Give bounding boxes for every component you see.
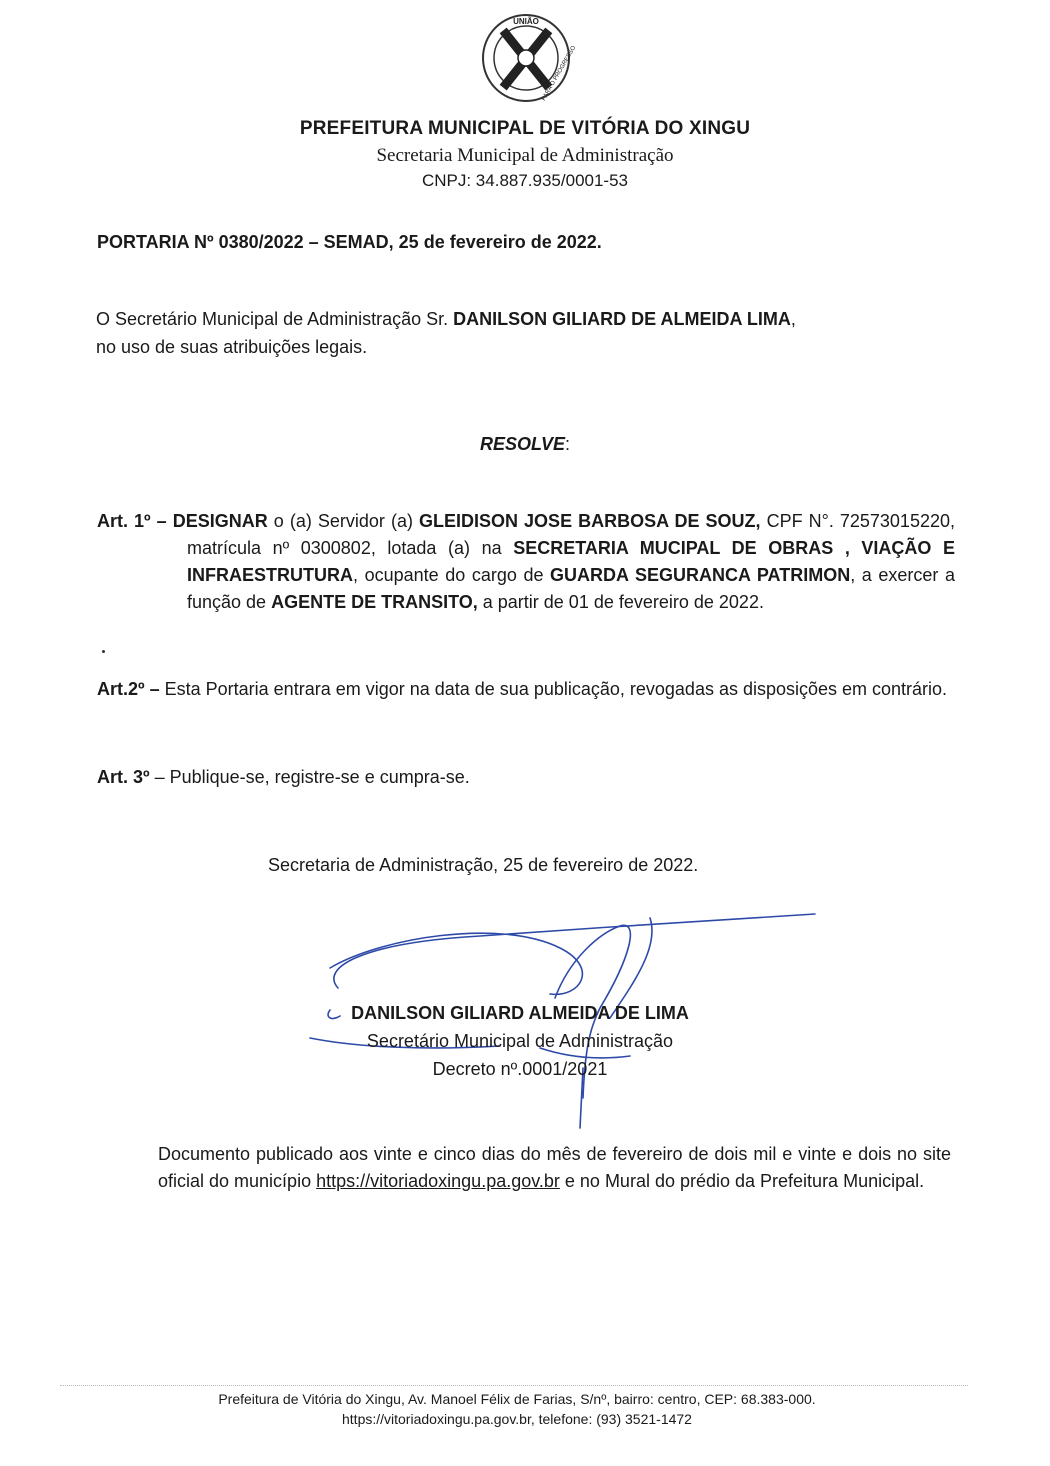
publication-note	[158, 1141, 951, 1195]
header-subtitle: Secretaria Municipal de Administração	[376, 145, 674, 166]
article-3-label: Art. 3º	[97, 767, 150, 787]
intro-name: DANILSON GILIARD DE ALMEIDA LIMA	[453, 309, 791, 329]
article-1-text-3: , ocupante do cargo de	[353, 565, 551, 585]
article-2-label: Art.2º –	[97, 679, 160, 699]
resolve-heading	[0, 434, 1050, 455]
signer-decree: Decreto nº.0001/2021	[432, 1059, 608, 1079]
publication-text-2: e no Mural do prédio da Prefeitura Municipal.	[559, 1171, 925, 1191]
resolve-colon: :	[565, 434, 571, 454]
signer-name: DANILSON GILIARD ALMEIDA DE LIMA	[351, 1003, 689, 1023]
publication-link[interactable]: https://vitoriadoxingu.pa.gov.br	[316, 1171, 560, 1191]
municipal-seal	[480, 12, 578, 104]
publication-text-1: Documento publicado aos vinte e cinco dias do mês de fevereiro de dois mil e vinte e dois no site oficial do município	[158, 1144, 951, 1191]
place-date: Secretaria de Administração, 25 de fevereiro de 2022.	[268, 855, 699, 875]
article-1-role: GUARDA SEGURANCA PATRIMON	[550, 565, 851, 585]
stray-dot	[102, 650, 105, 653]
article-1-text-1: o (a) Servidor (a)	[267, 511, 419, 531]
article-1-servant: GLEIDISON JOSE BARBOSA DE SOUZ,	[419, 511, 761, 531]
footer-address: Prefeitura de Vitória do Xingu, Av. Manoel Félix de Farias, S/nº, bairro: centro, CEP: 68.383-000.	[218, 1391, 816, 1407]
article-1-text-4: , a exercer a função de	[187, 565, 955, 612]
article-1-verb: DESIGNAR	[172, 511, 268, 531]
footer-divider	[60, 1385, 968, 1386]
resolve-word: RESOLVE	[479, 434, 565, 454]
signer-role: Secretário Municipal de Administração	[366, 1031, 674, 1051]
article-1-text-2: CPF N°. 72573015220, matrícula nº 0300802, lotada (a) na	[187, 511, 955, 558]
article-1-label: Art. 1º –	[97, 511, 167, 531]
header-title: PREFEITURA MUNICIPAL DE VITÓRIA DO XINGU	[299, 118, 751, 139]
header-cnpj: CNPJ: 34.887.935/0001-53	[421, 171, 629, 190]
article-1-function: AGENTE DE TRANSITO,	[271, 592, 478, 612]
seal-text-top: UNIÃO	[513, 17, 539, 26]
article-2	[97, 676, 955, 703]
footer-contact: https://vitoriadoxingu.pa.gov.br, telefone: (93) 3521-1472	[342, 1411, 692, 1427]
portaria-title: PORTARIA Nº 0380/2022 – SEMAD, 25 de fevereiro de 2022.	[97, 232, 602, 252]
intro-text-2: ,	[790, 309, 796, 329]
article-3	[97, 767, 470, 788]
article-1-department: SECRETARIA MUCIPAL DE OBRAS , VIAÇÃO E INFRAESTRUTURA	[187, 538, 955, 585]
article-3-text: – Publique-se, registre-se e cumpra-se.	[149, 767, 470, 787]
intro-text-1: O Secretário Municipal de Administração Sr.	[96, 309, 454, 329]
article-1-text-5: a partir de 01 de fevereiro de 2022.	[477, 592, 764, 612]
article-2-text: Esta Portaria entrara em vigor na data de sua publicação, revogadas as disposições em contrário.	[164, 679, 948, 699]
intro-line-2: no uso de suas atribuições legais.	[96, 337, 368, 357]
article-1	[97, 508, 955, 616]
seal-text-side: PARA O PROGRESSO	[540, 45, 578, 102]
intro-paragraph	[96, 305, 956, 361]
